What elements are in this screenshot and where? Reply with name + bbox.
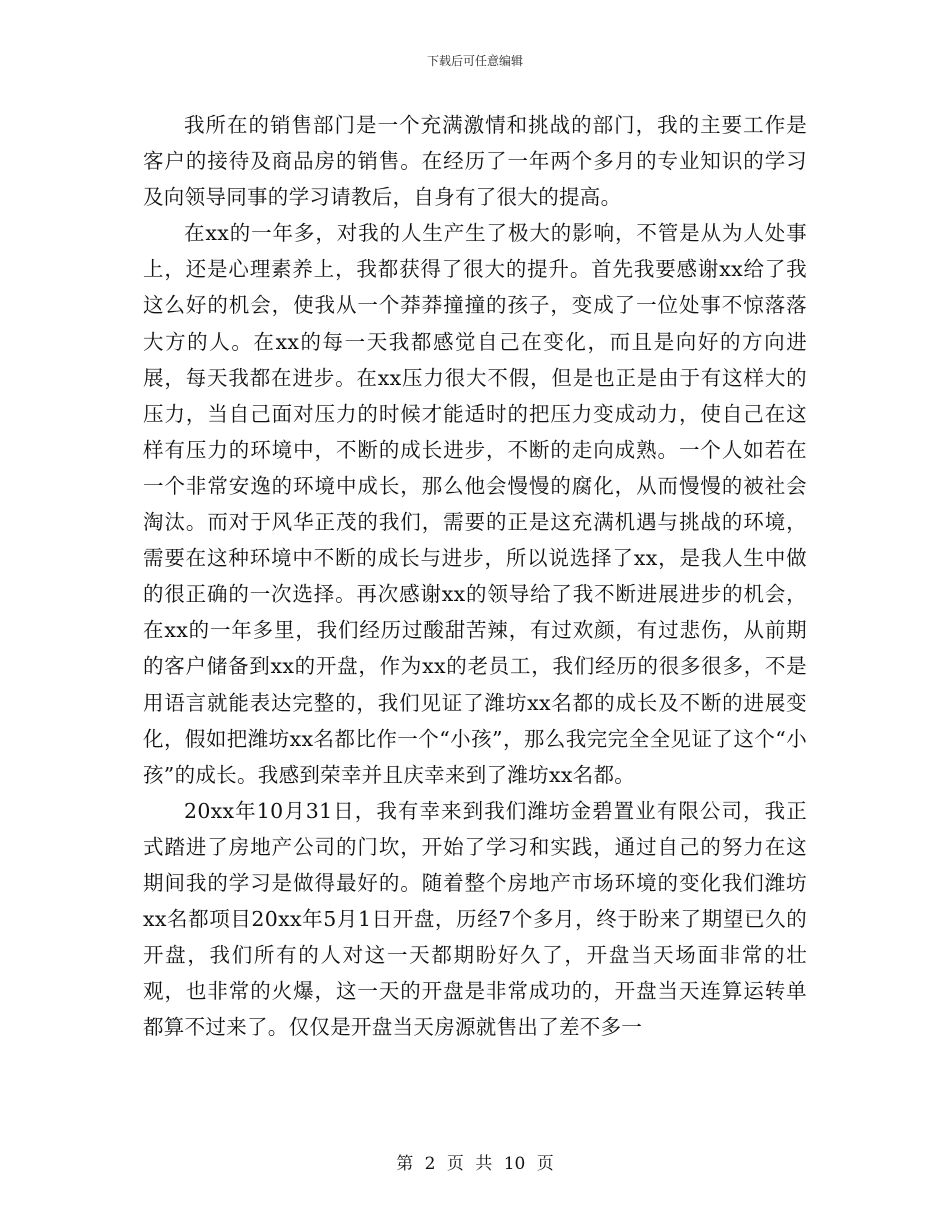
paragraph-1: 我所在的销售部门是一个充满激情和挑战的部门，我的主要工作是客户的接待及商品房的销售。在经历了一年两个多月的专业知识的学习及向领导同事的学习请教后，自身有了很大的提高。 <box>143 113 807 210</box>
document-body <box>143 107 807 1045</box>
paragraph-3: 20xx年10月31日，我有幸来到我们潍坊金碧置业有限公司，我正式踏进了房地产公司的门坎，开始了学习和实践，通过自己的努力在这期间我的学习是做得最好的。随着整个房地产市场环境的变化我们潍坊xx名都项目20xx年5月1日开盘，历经7个多月，终于盼来了期望已久的开盘，我们所有的人对这一天都期盼好久了，开盘当天场面非常的壮观，也非常的火爆，这一天的开盘是非常成功的，开盘当天连算运转单都算不过来了。仅仅是开盘当天房源就售出了差不多一 <box>143 798 807 1040</box>
page-number-footer: 第 2 页 共 10 页 <box>396 1154 554 1174</box>
paragraph-2: 在xx的一年多，对我的人生产生了极大的影响，不管是从为人处事上，还是心理素养上，我都获得了很大的提升。首先我要感谢xx给了我这么好的机会，使我从一个莽莽撞撞的孩子，变成了一位处事不惊落落大方的人。在xx的每一天我都感觉自己在变化，而且是向好的方向进展，每天我都在进步。在xx压力很大不假，但是也正是由于有这样大的压力，当自己面对压力的时候才能适时的把压力变成动力，使自己在这样有压力的环境中，不断的成长进步，不断的走向成熟。一个人如若在一个非常安逸的环境中成长，那么他会慢慢的腐化，从而慢慢的被社会淘汰。而对于风华正茂的我们，需要的正是这充满机遇与挑战的环境，需要在这种环境中不断的成长与进步，所以说选择了xx，是我人生中做的很正确的一次选择。再次感谢xx的领导给了我不断进展进步的机会，在xx的一年多里，我们经历过酸甜苦辣，有过欢颜，有过悲伤，从前期的客户储备到xx的开盘，作为xx的老员工，我们经历的很多很多，不是用语言就能表达完整的，我们见证了潍坊xx名都的成长及不断的进展变化，假如把潍坊xx名都比作一个“小孩”，那么我完完全全见证了这个“小孩”的成长。我感到荣幸并且庆幸来到了潍坊xx名都。 <box>143 221 807 787</box>
page-header-note: 下载后可任意编辑 <box>426 54 523 68</box>
